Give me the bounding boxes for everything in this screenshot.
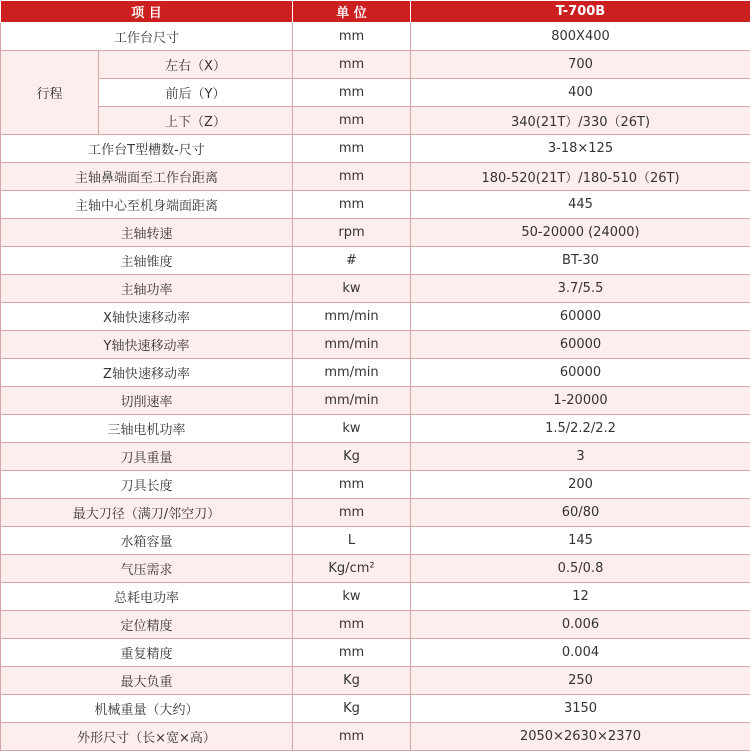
table-row: [1, 247, 750, 275]
row-unit: mm/min: [293, 387, 411, 415]
row-name: 重复精度: [1, 639, 293, 667]
row-value: 200: [411, 471, 750, 499]
table-row: [1, 667, 750, 695]
row-name: 气压需求: [1, 555, 293, 583]
row-unit: mm/min: [293, 331, 411, 359]
row-name: 主轴功率: [1, 275, 293, 303]
row-unit: mm: [293, 723, 411, 751]
row-value: 3-18×125: [411, 135, 750, 163]
row-value: 60/80: [411, 499, 750, 527]
row-value: 700: [411, 51, 750, 79]
row-value: 2050×2630×2370: [411, 723, 750, 751]
row-value: 0.004: [411, 639, 750, 667]
header-model: T-700B: [411, 1, 750, 23]
row-unit: mm: [293, 471, 411, 499]
row-name: 三轴电机功率: [1, 415, 293, 443]
row-unit: mm: [293, 51, 411, 79]
row-name: 工作台T型槽数-尺寸: [1, 135, 293, 163]
row-unit: mm: [293, 611, 411, 639]
row-name: Z轴快速移动率: [1, 359, 293, 387]
row-name: 切削速率: [1, 387, 293, 415]
row-unit: mm: [293, 499, 411, 527]
row-value: 1-20000: [411, 387, 750, 415]
header-unit: 单 位: [293, 1, 411, 23]
row-name: 最大负重: [1, 667, 293, 695]
header-item: 项 目: [1, 1, 293, 23]
row-name: 定位精度: [1, 611, 293, 639]
row-value: 3: [411, 443, 750, 471]
table-row: [1, 443, 750, 471]
row-unit: Kg: [293, 667, 411, 695]
row-value: 800X400: [411, 23, 750, 51]
table-row: [1, 107, 750, 135]
table-row: [1, 639, 750, 667]
row-value: 3.7/5.5: [411, 275, 750, 303]
row-name: 水箱容量: [1, 527, 293, 555]
row-value: 145: [411, 527, 750, 555]
row-value: 60000: [411, 359, 750, 387]
row-name: 主轴锥度: [1, 247, 293, 275]
table-row: [1, 387, 750, 415]
row-value: 60000: [411, 303, 750, 331]
row-value: 340(21T）/330（26T): [411, 107, 750, 135]
row-name: 最大刀径（满刀/邻空刀）: [1, 499, 293, 527]
row-name: 主轴转速: [1, 219, 293, 247]
row-name: Y轴快速移动率: [1, 331, 293, 359]
row-name: 机械重量（大约）: [1, 695, 293, 723]
row-unit: kw: [293, 583, 411, 611]
row-unit: rpm: [293, 219, 411, 247]
row-name: 刀具长度: [1, 471, 293, 499]
table-row: [1, 331, 750, 359]
row-name: 左右（X）: [99, 51, 293, 79]
table-row: [1, 471, 750, 499]
table-row: [1, 611, 750, 639]
row-value: 1.5/2.2/2.2: [411, 415, 750, 443]
row-name: 主轴鼻端面至工作台距离: [1, 163, 293, 191]
row-name: X轴快速移动率: [1, 303, 293, 331]
row-unit: Kg: [293, 443, 411, 471]
table-row: [1, 163, 750, 191]
row-unit: kw: [293, 415, 411, 443]
row-unit: mm: [293, 163, 411, 191]
table-row: [1, 275, 750, 303]
row-name: 工作台尺寸: [1, 23, 293, 51]
row-name: 外形尺寸（长×宽×高）: [1, 723, 293, 751]
table-row: [1, 555, 750, 583]
table-row: [1, 723, 750, 751]
travel-group-label: 行程: [1, 51, 99, 135]
table-row: [1, 303, 750, 331]
row-unit: L: [293, 527, 411, 555]
row-unit: mm: [293, 135, 411, 163]
table-header-row: [1, 1, 750, 23]
row-value: 445: [411, 191, 750, 219]
row-value: 400: [411, 79, 750, 107]
row-value: 250: [411, 667, 750, 695]
row-unit: mm/min: [293, 303, 411, 331]
table-row: [1, 79, 750, 107]
row-unit: mm: [293, 79, 411, 107]
table-row: [1, 219, 750, 247]
row-value: BT-30: [411, 247, 750, 275]
table-row: [1, 527, 750, 555]
row-name: 总耗电功率: [1, 583, 293, 611]
row-value: 0.006: [411, 611, 750, 639]
table-row: [1, 359, 750, 387]
row-unit: mm: [293, 107, 411, 135]
table-row: [1, 695, 750, 723]
row-unit: Kg/cm²: [293, 555, 411, 583]
row-value: 60000: [411, 331, 750, 359]
row-unit: mm: [293, 639, 411, 667]
row-name: 刀具重量: [1, 443, 293, 471]
row-value: 180-520(21T）/180-510（26T): [411, 163, 750, 191]
row-unit: mm: [293, 23, 411, 51]
row-unit: #: [293, 247, 411, 275]
row-unit: Kg: [293, 695, 411, 723]
row-name: 主轴中心至机身端面距离: [1, 191, 293, 219]
row-value: 0.5/0.8: [411, 555, 750, 583]
row-value: 12: [411, 583, 750, 611]
row-name: 上下（Z）: [99, 107, 293, 135]
row-value: 3150: [411, 695, 750, 723]
row-unit: kw: [293, 275, 411, 303]
row-unit: mm/min: [293, 359, 411, 387]
table-row: [1, 415, 750, 443]
table-row: [1, 23, 750, 51]
table-row: [1, 135, 750, 163]
row-name: 前后（Y）: [99, 79, 293, 107]
table-row: [1, 51, 750, 79]
table-row: [1, 499, 750, 527]
row-value: 50-20000 (24000): [411, 219, 750, 247]
table-row: [1, 583, 750, 611]
table-row: [1, 191, 750, 219]
row-unit: mm: [293, 191, 411, 219]
